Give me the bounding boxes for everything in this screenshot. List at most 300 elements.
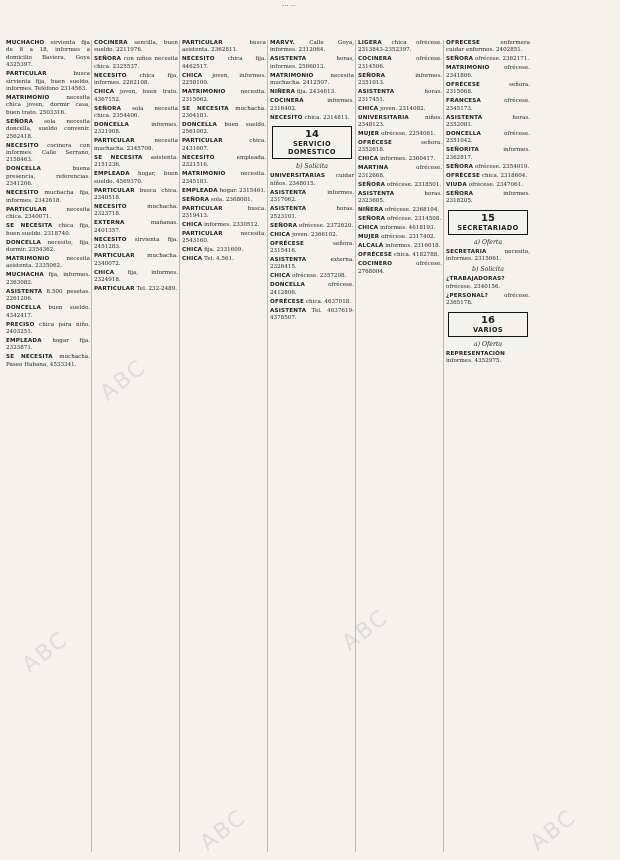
ad-lead-word: PARTICULAR — [94, 187, 135, 194]
classified-ad — [446, 40, 530, 55]
ad-text: sirvienta fija. 2451283. — [94, 236, 179, 251]
ad-text: informes. 2316402. — [270, 98, 354, 112]
ad-text: ofrécese. 2314506. — [358, 56, 442, 70]
classified-ad — [270, 206, 354, 221]
classified-ad — [358, 207, 442, 214]
ad-text: ofrécese. 2412806. — [270, 282, 354, 296]
ad-lead-word: SEÑORA — [270, 222, 298, 229]
ad-text: fija, informes. 2363082. — [6, 272, 91, 286]
ad-text: chica. 4182788. — [393, 252, 440, 259]
ad-text: ofrécese. 2347061. — [468, 181, 524, 188]
classified-ad — [358, 252, 442, 259]
classified-ad — [182, 197, 266, 204]
ad-text: informes. 2351013. — [358, 72, 442, 87]
ad-text: informes. 2330512. — [204, 222, 260, 229]
ad-lead-word: MATRIMONIO — [446, 65, 490, 72]
ad-lead-word: CHICA — [358, 225, 379, 232]
classified-ad — [94, 253, 178, 268]
classified-ad — [446, 164, 530, 171]
ad-lead-word: NECESITO — [270, 114, 303, 121]
ad-text: busca chica. 2340518. — [94, 187, 178, 202]
classified-ad — [270, 190, 354, 205]
classified-ad — [270, 257, 354, 272]
ad-text: ofrécese. 2768004. — [358, 261, 442, 275]
classified-ad — [270, 299, 354, 306]
ad-lead-word: SEÑORA — [446, 190, 474, 197]
classified-ad — [446, 65, 530, 80]
ad-text: ofrécese. 2357208. — [292, 273, 347, 280]
ad-lead-word: MUCHACHA — [6, 272, 44, 279]
ad-lead-word: DONCELLA — [182, 122, 218, 129]
classified-ad — [182, 89, 266, 104]
classified-ad — [94, 155, 178, 170]
ad-text: ofrécese. 2312668. — [358, 165, 442, 179]
classified-ad — [358, 106, 442, 113]
ad-text: cuidar niños. 2348015. — [270, 173, 354, 187]
ad-lead-word: PARTICULAR — [6, 71, 47, 78]
classified-ad — [182, 222, 266, 229]
ad-text: señora. 2315068. — [446, 81, 530, 96]
ad-lead-word: ASISTENTA — [6, 288, 43, 295]
ad-lead-word: PARTICULAR — [94, 253, 135, 260]
subsection-label: b) Solicita — [472, 265, 504, 273]
ad-text: sirvienta fija de 8 a 18, informes a domicilio Baviera, Goya 4325397. — [6, 40, 91, 69]
section-heading-box — [448, 210, 528, 235]
ad-text: cocinera con informes. Calle Serrano, 2158463. — [6, 142, 90, 164]
classified-ad — [182, 171, 266, 186]
ad-text: ofrécese. 2345173. — [446, 98, 530, 112]
ad-text: Tel. 4.561. — [204, 256, 234, 263]
ad-text: ofrécese. 2351042. — [446, 131, 530, 145]
ad-text: ofrécese. 2341806. — [446, 65, 530, 79]
ad-lead-word: MATRIMONIO — [270, 72, 314, 79]
ad-text: muchacha. 2323718. — [94, 204, 178, 218]
watermark: ABC — [195, 804, 252, 857]
ad-lead-word: DONCELLA — [94, 122, 130, 129]
ad-lead-word: OFRÉCESE — [446, 81, 481, 88]
classified-ad — [94, 56, 178, 71]
classified-ad — [446, 56, 530, 63]
classified-ad — [182, 206, 266, 221]
classified-ad — [94, 188, 178, 203]
ad-text: informes. 2321908. — [94, 122, 178, 136]
classified-ad — [446, 351, 530, 366]
ad-lead-word: PARTICULAR — [182, 40, 223, 46]
classified-ad — [6, 207, 90, 222]
ad-text: informes. 2317062. — [270, 189, 354, 204]
classified-ad — [270, 98, 354, 113]
ad-lead-word: DONCELLA — [446, 131, 482, 138]
ad-lead-word: MARVY. — [270, 40, 295, 46]
classified-ad — [6, 322, 90, 337]
ad-text: ofrécese. 2254081. — [381, 131, 436, 138]
classified-column — [94, 40, 180, 852]
classified-ad — [270, 282, 354, 297]
ad-text: Tel. 4637619-4378507. — [270, 307, 354, 322]
classified-ad — [358, 131, 442, 138]
ad-text: Tel. 232-2489. — [136, 286, 178, 293]
ad-lead-word: SECRETARIA — [446, 249, 487, 256]
ad-lead-word: COCINERA — [358, 56, 392, 63]
ad-text: con niños necesita chica. 2325537. — [94, 56, 179, 70]
classified-ad — [6, 240, 90, 255]
ad-lead-word: CHICA — [94, 269, 115, 276]
classified-ad — [182, 138, 266, 153]
classified-ad — [182, 155, 266, 170]
ad-text: informes. 4618193. — [380, 225, 436, 232]
classified-ad — [6, 256, 90, 271]
ad-lead-word: EMPLEADA — [182, 187, 218, 194]
ad-lead-word: MARTINA — [358, 165, 389, 172]
classified-ad — [446, 191, 530, 206]
classified-ad — [182, 40, 266, 55]
ad-lead-word: SEÑORA — [446, 163, 474, 170]
classified-ad — [94, 89, 178, 104]
ad-lead-word: ASISTENTA — [358, 190, 395, 197]
ad-lead-word: OFRÉCESE — [358, 252, 393, 259]
ad-lead-word: OFRÉCESE — [270, 298, 305, 305]
ad-text: chica. 2318604. — [481, 172, 528, 179]
ad-lead-word: NECESITO — [94, 204, 127, 211]
ad-lead-word: CHICA — [182, 256, 203, 263]
ad-text: enfermera cuidar enfermos. 2402851. — [446, 40, 530, 54]
ad-lead-word: PARTICULAR — [6, 206, 47, 213]
ad-text: muchacha. 2304181. — [182, 105, 267, 120]
classified-ad — [358, 191, 442, 206]
classified-ad — [358, 89, 442, 104]
classified-column — [358, 40, 444, 852]
ad-text: hogar, buen sueldo. 4569370. — [94, 171, 178, 185]
ad-lead-word: NECESITO — [182, 56, 215, 63]
classified-ad — [94, 40, 178, 55]
ad-lead-word: SEÑORA — [358, 216, 386, 223]
classified-ad — [94, 237, 178, 252]
classified-ad — [270, 56, 354, 71]
ad-lead-word: SEÑORA — [358, 181, 386, 188]
ad-text: busca asistenta. 2362811. — [182, 40, 266, 54]
ad-lead-word: PARTICULAR — [94, 138, 135, 145]
ad-text: necesito, fija, dormir. 2354362. — [6, 239, 90, 253]
ad-lead-word: EXTERNA — [94, 220, 125, 227]
ad-lead-word: DONCELLA — [6, 166, 42, 173]
ad-text: Calle Goya, informes. 2312064. — [270, 40, 354, 54]
classified-ad — [358, 115, 442, 130]
section-title: SECRETARIADO — [457, 223, 519, 232]
classified-ad — [270, 89, 354, 96]
classified-ad — [182, 256, 266, 263]
ad-text: chica. 2314811. — [304, 114, 350, 121]
ad-lead-word: SEÑORA — [182, 196, 210, 203]
classified-column — [270, 40, 356, 852]
subsection-label: a) Oferta — [473, 340, 503, 348]
classified-ad — [182, 56, 266, 71]
classified-ad — [358, 216, 442, 223]
classified-ad — [6, 190, 90, 205]
classified-ad — [6, 223, 90, 238]
ad-lead-word: VIUDA — [446, 181, 467, 188]
ad-text: informes. 2360417. — [380, 156, 436, 163]
watermark: ABC — [337, 604, 394, 657]
classified-ad — [358, 73, 442, 88]
ad-text: muchacha. 2340072. — [94, 253, 178, 267]
classified-ad — [6, 143, 90, 165]
ad-lead-word: NECESITO — [6, 142, 39, 149]
ad-text: empleada. 2321516. — [182, 154, 266, 169]
ad-text: necesita. 2543160. — [182, 231, 266, 245]
ad-lead-word: SE NECESITA — [6, 354, 53, 361]
ad-lead-word: SEÑORA — [358, 72, 386, 79]
ad-text: ofrécese. 2317402. — [381, 234, 436, 241]
ad-lead-word: CHICA — [182, 222, 203, 229]
classified-ad — [358, 243, 442, 250]
classified-ad — [94, 171, 178, 186]
ad-text: busca. 2319413. — [182, 205, 266, 220]
ad-text: ofrécese. 2318501. — [386, 181, 442, 188]
ad-lead-word: NECESITO — [94, 72, 127, 79]
ad-text: hogar fija. 2323871. — [6, 337, 91, 352]
ad-lead-word: COCINERA — [270, 98, 304, 105]
ad-lead-word: PARTICULAR — [182, 138, 223, 145]
section-number: 14 — [305, 129, 319, 141]
ad-lead-word: ASISTENTA — [358, 89, 395, 96]
ad-text: ofrécese. 2354019. — [474, 163, 530, 170]
classified-ad — [446, 131, 530, 146]
ad-lead-word: CHICA — [358, 156, 379, 163]
watermark: ABC — [525, 804, 582, 857]
ad-text: 8.500 pesetas. 2261206. — [6, 288, 90, 303]
ad-lead-word: DONCELLA — [6, 239, 42, 246]
classified-ad — [182, 122, 266, 137]
ad-text: necesita muchacha. 2412507. — [270, 72, 354, 87]
classified-ad — [270, 223, 354, 230]
ad-lead-word: ASISTENTA — [270, 257, 307, 264]
classified-ad — [270, 232, 354, 239]
classified-ad — [6, 71, 90, 93]
ad-lead-word: FRANCESA — [446, 98, 482, 105]
ad-lead-word: UNIVERSITARIAS — [270, 173, 326, 180]
ad-text: chica. 4637018. — [305, 298, 352, 305]
ad-lead-word: LIGERA — [358, 40, 382, 46]
ad-text: muchacha. Paseo Habana, 4533341. — [6, 354, 91, 368]
ad-lead-word: CHICA — [182, 72, 203, 79]
ad-text: chica fija, informes. 2262108. — [94, 72, 178, 87]
ad-lead-word: EMPLEADA — [6, 337, 42, 344]
ad-text: niños. 2348123. — [358, 114, 442, 129]
ad-text: informes. 4352975. — [446, 358, 502, 365]
ad-text: mañanas. 2401357. — [94, 220, 178, 234]
section-title: VARIOS — [472, 325, 504, 334]
classified-ad — [182, 231, 266, 246]
ad-text: fija. 2331609. — [204, 247, 244, 254]
ad-text: necesita chica. 2340071. — [6, 206, 90, 221]
ad-lead-word: SE NECESITA — [6, 223, 53, 230]
ad-lead-word: ASISTENTA — [270, 206, 307, 213]
classified-ad — [446, 249, 530, 264]
classified-ad — [446, 276, 530, 291]
ad-lead-word: PARTICULAR — [182, 205, 223, 212]
ad-text: ofrécese. 2340156. — [446, 283, 501, 290]
classified-ad — [270, 173, 354, 188]
ad-text: chica. 2431607. — [182, 138, 266, 152]
section-title: SERVICIO DOMESTICO — [288, 140, 336, 157]
ad-lead-word: SEÑORA — [94, 56, 122, 63]
ad-text: necesita asistenta. 2335062. — [6, 255, 90, 270]
ad-text: sola necesita doncella, sueldo convenir. 2562418. — [6, 118, 90, 140]
classified-ad — [446, 82, 530, 97]
ad-lead-word: CHICA — [270, 231, 291, 238]
classified-ad — [446, 98, 530, 113]
classified-ad — [6, 305, 90, 320]
ad-lead-word: CHICA — [358, 105, 379, 112]
ad-lead-word: MUJER — [358, 234, 380, 241]
ad-lead-word: NECESITO — [94, 236, 127, 243]
ad-lead-word: SE NECESITA — [94, 154, 143, 161]
ad-text: necesita. 2315062. — [182, 89, 266, 103]
ad-text: ofrécese. 2372620. — [298, 222, 354, 229]
classified-column — [182, 40, 268, 852]
classified-ad — [6, 166, 90, 188]
ad-lead-word: NIÑERA — [358, 207, 384, 214]
ad-text: informes. 2362817. — [446, 147, 530, 161]
classified-ad — [6, 354, 90, 369]
ad-text: informes. 2316018. — [385, 243, 441, 250]
classified-ad — [94, 270, 178, 285]
ad-text: joven. 2314082. — [380, 105, 426, 112]
classified-ad — [182, 188, 266, 195]
classified-ad — [358, 234, 442, 241]
ad-text: horas. 2523101. — [270, 206, 354, 220]
ad-text: necesita muchacha. 2345708. — [94, 138, 178, 152]
ad-lead-word: DONCELLA — [270, 282, 306, 289]
classified-ad — [6, 338, 90, 353]
ad-text: horas. 2352081. — [446, 114, 530, 129]
classified-ad — [6, 40, 90, 70]
ad-lead-word: NIÑERA — [270, 89, 296, 96]
ad-lead-word: ¿PERSONAL? — [446, 292, 489, 299]
ad-text: chica fija. 4462517. — [182, 56, 266, 70]
ad-text: necesita chica joven, dormir casa, buen trato. 2503316. — [6, 95, 90, 116]
section-number: 16 — [481, 314, 495, 326]
ad-lead-word: UNIVERSITARIA — [358, 114, 409, 121]
subsection-label: b) Solicita — [296, 163, 328, 171]
ad-text: ofrécese. 2368104. — [384, 207, 440, 214]
ad-lead-word: MUCHACHO — [6, 40, 45, 46]
classified-ad — [358, 56, 442, 71]
ad-lead-word: SEÑORA — [94, 105, 122, 112]
classified-ad — [358, 225, 442, 232]
ad-lead-word: OFRÉCESE — [358, 140, 393, 147]
ad-lead-word: NECESITO — [6, 190, 39, 197]
ad-lead-word: SE NECESITA — [182, 105, 229, 112]
ad-text: chica para niño. 2403251. — [6, 321, 91, 335]
ad-lead-word: SEÑORA — [6, 118, 34, 125]
ad-text: horas. 2323605. — [358, 190, 442, 205]
classified-ad — [446, 173, 530, 180]
ad-text: sola. 2368081. — [210, 196, 253, 203]
ad-text: buen sueldo. 4342417. — [6, 305, 90, 319]
watermark: ABC — [17, 626, 74, 679]
ad-text: busca sirvienta fija, buen sueldo, informes. Teléfono 2314563. — [6, 71, 90, 93]
classified-ad — [358, 261, 442, 276]
classified-ad — [358, 156, 442, 163]
ad-text: ofrécese. 2365178. — [446, 292, 530, 307]
ad-lead-word: MATRIMONIO — [6, 255, 50, 262]
classified-ad — [94, 138, 178, 153]
ad-text: chica fija, buen sueldo. 2318740. — [6, 223, 90, 237]
ad-lead-word: COCINERA — [94, 40, 128, 46]
classified-ad — [182, 247, 266, 254]
ad-lead-word: DONCELLA — [6, 305, 42, 312]
classified-ad — [270, 40, 354, 55]
ad-text: informes. 2318205. — [446, 190, 530, 205]
ad-lead-word: MATRIMONIO — [182, 89, 226, 96]
section-number: 15 — [481, 212, 495, 224]
ad-text: buena presencia, referencias. 2341206. — [6, 166, 90, 188]
classified-ad — [358, 40, 442, 55]
ad-lead-word: OFRÉCESE — [446, 40, 481, 46]
classified-ad — [446, 115, 530, 130]
ad-lead-word: ¿TRABAJADORAS? — [446, 276, 505, 283]
ad-text: asistenta. 2151236. — [94, 154, 179, 169]
ad-text: ofrécese. 2362171. — [474, 56, 530, 63]
ad-lead-word: PARTICULAR — [94, 286, 135, 293]
ad-lead-word: MATRIMONIO — [6, 95, 50, 102]
ad-lead-word: MATRIMONIO — [182, 171, 226, 178]
ad-lead-word: SEÑORA — [446, 56, 474, 63]
ad-lead-word: NECESITO — [182, 154, 215, 161]
classified-ad — [358, 165, 442, 180]
classified-ad — [94, 220, 178, 235]
classified-ad — [182, 106, 266, 121]
ad-text: horas. 2317451. — [358, 89, 442, 103]
ad-lead-word: CHICA — [270, 273, 291, 280]
classified-ad — [270, 273, 354, 280]
ad-text: joven, informes. 2258100. — [182, 72, 266, 87]
classified-ad — [6, 272, 90, 287]
classified-columns — [6, 40, 614, 852]
ad-lead-word: ASISTENTA — [270, 189, 307, 196]
ad-lead-word: PARTICULAR — [182, 231, 223, 238]
classified-ad — [446, 182, 530, 189]
ad-lead-word: CHICA — [94, 89, 115, 96]
classified-ad — [94, 122, 178, 137]
classified-ad — [270, 241, 354, 256]
classified-ad — [270, 73, 354, 88]
ad-lead-word: OFRÉCESE — [270, 240, 305, 247]
classified-ad — [446, 293, 530, 308]
ad-text: fija. 2434613. — [296, 89, 336, 96]
ad-text: hogar. 2315461. — [219, 187, 266, 194]
subsection-label: a) Oferta — [473, 238, 503, 246]
ad-text: joven. 2366102. — [292, 231, 338, 238]
ad-text: fija, informes. 2324918. — [94, 269, 178, 284]
classified-ad — [270, 115, 354, 122]
ad-lead-word: EMPLEADA — [94, 171, 130, 178]
classified-ad — [94, 286, 178, 293]
ad-text: horas, informes. 2506013. — [270, 56, 354, 70]
ad-text: señora. 2352618. — [358, 140, 442, 154]
ad-lead-word: ASISTENTA — [270, 56, 307, 63]
ad-text: sola necesita chica. 2354406. — [94, 105, 178, 120]
classified-column — [446, 40, 531, 852]
classified-ad — [6, 95, 90, 117]
ad-lead-word: REPRESENTACIÓN — [446, 350, 506, 357]
watermark: ABC — [95, 354, 152, 407]
classified-ad — [446, 147, 530, 162]
ad-lead-word: ASISTENTA — [270, 307, 307, 314]
ad-text: señora. 2315416. — [270, 240, 354, 255]
ad-lead-word: SEÑORITA — [446, 147, 479, 154]
